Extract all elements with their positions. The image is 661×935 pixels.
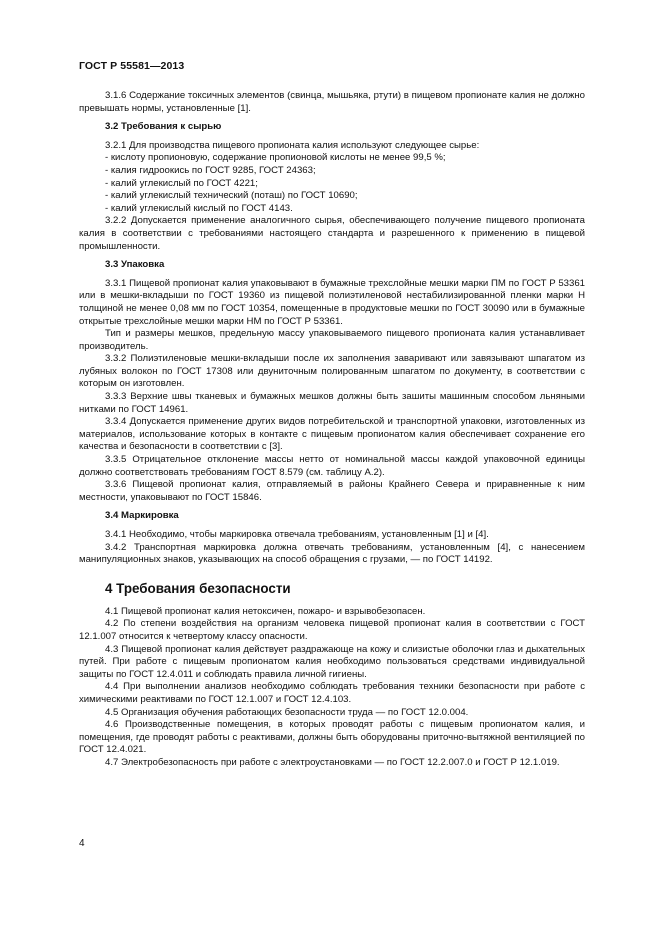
section-4-heading: 4 Требования безопасности bbox=[105, 580, 291, 596]
paragraph-4-5: 4.5 Организация обучения работающих безопасности труда — по ГОСТ 12.0.004. bbox=[105, 706, 469, 718]
paragraph-3-3-1: 3.3.1 Пищевой пропионат калия упаковывают в бумажные трехслойные мешки марки ПМ по ГОСТ Р 53361 или в мешки-вкладыши по ГОСТ 19360 из пищевой полиэтиленовой нестабилизированной пленки марки Н толщиной не менее 0,08 мм по ГОСТ 10354, помещенные в продуктовые мешки по ГОСТ 30090 или в бумажные открытые трехслойные мешки марки НМ по ГОСТ Р 53361. bbox=[79, 277, 585, 327]
paragraph-3-4-1: 3.4.1 Необходимо, чтобы маркировка отвечала требованиям, установленным [1] и [4]. bbox=[105, 529, 489, 540]
paragraph-3-3-4: 3.3.4 Допускается применение других видов потребительской и транспортной упаковки, изготовленных из материалов, использование которых в контакте с пищевым пропионатом калия обеспечивает сохранение его качества и безопасности в соответствии с [3]. bbox=[79, 416, 585, 453]
paragraph-3-2-2: 3.2.2 Допускается применение аналогичного сырья, обеспечивающего получение пищевого пропионата калия в соответствии с требованиями настоящего стандарта и разрешенного к применению в пищевой промышленности. bbox=[79, 215, 585, 252]
paragraph-3-3-5: 3.3.5 Отрицательное отклонение массы нетто от номинальной массы каждой упаковочной единицы должно соответствовать требованиям ГОСТ 8.579 (см. таблицу А.2). bbox=[79, 454, 585, 478]
paragraph-4-3: 4.3 Пищевой пропионат калия действует раздражающе на кожу и слизистые оболочки глаз и дыхательных путей. При работе с пищевым пропионатом калия необходимо пользоваться средствами индивидуальной защиты по ГОСТ 12.4.011 и соблюдать правила личной гигиены. bbox=[79, 643, 585, 680]
paragraph-3-1-6: 3.1.6 Содержание токсичных элементов (свинца, мышьяка, ртути) в пищевом пропионате калия не должно превышать нормы, установленные [1]. bbox=[79, 90, 585, 114]
paragraph-3-3-3: 3.3.3 Верхние швы тканевых и бумажных мешков должны быть зашиты машинным способом льняными нитками по ГОСТ 14961. bbox=[79, 391, 585, 415]
list-item: - калий углекислый технический (поташ) по ГОСТ 10690; bbox=[105, 190, 358, 202]
paragraph-4-4: 4.4 При выполнении анализов необходимо соблюдать требования техники безопасности при работе с химическими реактивами по ГОСТ 12.1.007 и ГОСТ 12.4.103. bbox=[79, 681, 585, 705]
paragraph-3-3-2: 3.3.2 Полиэтиленовые мешки-вкладыши после их заполнения заваривают или завязывают шпагатом из лубяных волокон по ГОСТ 17308 или двуниточным полированным шпагатом по документу, в соответствии с которым он изготовлен. bbox=[79, 353, 585, 390]
list-item: - калия гидроокись по ГОСТ 9285, ГОСТ 24363; bbox=[105, 164, 316, 176]
page-number: 4 bbox=[79, 838, 85, 849]
paragraph-3-4-2: 3.4.2 Транспортная маркировка должна отвечать требованиям, установленным [4], с нанесением манипуляционных знаков, указывающих на способ обращения с грузами, — по ГОСТ 14192. bbox=[79, 541, 585, 566]
paragraph-3-3-6: 3.3.6 Пищевой пропионат калия, отправляемый в районы Крайнего Севера и приравненные к ним местности, упаковывают по ГОСТ 15846. bbox=[79, 479, 585, 503]
section-3-3-heading: 3.3 Упаковка bbox=[105, 259, 165, 271]
section-3-2-heading: 3.2 Требования к сырью bbox=[105, 121, 222, 133]
paragraph-4-6: 4.6 Производственные помещения, в которых проводят работы с пищевым пропионатом калия, и помещения, где проводят работы с реактивами, должны быть оборудованы приточно-вытяжной вентиляцией по ГОСТ 12.4.021. bbox=[79, 719, 585, 756]
document-header: ГОСТ Р 55581—2013 bbox=[79, 60, 185, 72]
document-body bbox=[79, 90, 585, 770]
paragraph-4-2: 4.2 По степени воздействия на организм человека пищевой пропионат калия в соответствии с ГОСТ 12.1.007 относится к четвертому классу опасности. bbox=[79, 618, 585, 642]
list-item: - калий углекислый по ГОСТ 4221; bbox=[105, 177, 258, 189]
paragraph-4-7: 4.7 Электробезопасность при работе с электроустановками — по ГОСТ 12.2.007.0 и ГОСТ Р 12.1.019. bbox=[105, 756, 560, 768]
list-item: - кислоту пропионовую, содержание пропионовой кислоты не менее 99,5 %; bbox=[105, 152, 446, 164]
paragraph-3-3-1-continued: Тип и размеры мешков, предельную массу упаковываемого пищевого пропионата калия устанавливает производитель. bbox=[79, 328, 585, 352]
paragraph-4-1: 4.1 Пищевой пропионат калия нетоксичен, пожаро- и взрывобезопасен. bbox=[105, 605, 426, 617]
list-item: - калий углекислый кислый по ГОСТ 4143. bbox=[105, 202, 293, 214]
section-3-4-heading: 3.4 Маркировка bbox=[105, 510, 179, 522]
paragraph-3-2-1: 3.2.1 Для производства пищевого пропионата калия используют следующее сырье: bbox=[105, 139, 480, 151]
